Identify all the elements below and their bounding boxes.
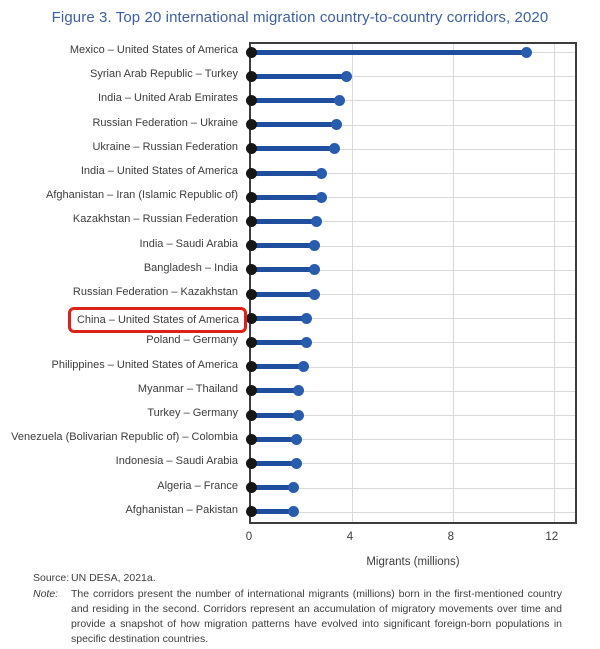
figure-footer [33, 571, 562, 647]
bar-origin-dot [246, 458, 257, 469]
chart-bar [251, 388, 299, 393]
chart-bar [251, 364, 304, 369]
chart-bar [251, 219, 317, 224]
chart-bar [251, 146, 334, 151]
bar-end-dot [316, 168, 327, 179]
category-label [0, 356, 244, 374]
bar-origin-dot [246, 71, 257, 82]
bar-end-dot [288, 506, 299, 517]
category-label-text: India – United Arab Emirates [97, 92, 238, 105]
chart-bar [251, 292, 314, 297]
category-label [0, 114, 244, 132]
category-label-text: Russian Federation – Ukraine [92, 116, 238, 129]
bar-end-dot [291, 458, 302, 469]
bar-origin-dot [246, 95, 257, 106]
category-label [0, 331, 244, 349]
bar-end-dot [301, 313, 312, 324]
category-label [0, 65, 244, 83]
bar-end-dot [298, 361, 309, 372]
bar-origin-dot [246, 264, 257, 275]
category-label-text: Myanmar – Thailand [137, 382, 238, 395]
category-label [0, 235, 244, 253]
chart-bar [251, 413, 299, 418]
note-text: The corridors present the number of international migrants (millions) born in the first-mentioned country and residing in the second. Corridors represent an accumulation of migratory movements over time and provide a snapshot of how migration patterns have evolved into significant foreign-born populations in specific destination countries. [71, 588, 562, 645]
note-row [33, 587, 562, 647]
highlight-box: China – United States of America [68, 307, 247, 333]
bar-origin-dot [246, 289, 257, 300]
chart-plot-area [249, 42, 577, 524]
category-label [0, 404, 244, 422]
bar-end-dot [316, 192, 327, 203]
chart-bar [251, 437, 296, 442]
bar-end-dot [311, 216, 322, 227]
chart-bar [251, 461, 296, 466]
bar-end-dot [521, 47, 532, 58]
category-label-text: Philippines – United States of America [51, 358, 238, 371]
bar-origin-dot [246, 385, 257, 396]
category-label-text: Ukraine – Russian Federation [92, 140, 238, 153]
chart-bar [251, 122, 337, 127]
source-row [33, 571, 562, 586]
bar-end-dot [293, 410, 304, 421]
x-axis-label: Migrants (millions) [366, 556, 460, 568]
bar-origin-dot [246, 216, 257, 227]
category-label [0, 41, 244, 59]
bar-origin-dot [246, 482, 257, 493]
x-tick-label: 0 [245, 531, 253, 543]
bar-end-dot [291, 434, 302, 445]
x-tick-label: 12 [545, 531, 559, 543]
bar-origin-dot [246, 168, 257, 179]
bar-origin-dot [246, 434, 257, 445]
bar-end-dot [309, 240, 320, 251]
note-label: Note: [33, 588, 59, 600]
category-label-text: Poland – Germany [146, 334, 238, 347]
bar-end-dot [341, 71, 352, 82]
category-label [0, 186, 244, 204]
category-label-text: Syrian Arab Republic – Turkey [90, 68, 238, 81]
bar-origin-dot [246, 337, 257, 348]
figure-title: Figure 3. Top 20 international migration country-to-country corridors, 2020 [51, 9, 549, 26]
chart-bar [251, 74, 347, 79]
bar-origin-dot [246, 313, 257, 324]
category-label-text: Kazakhstan – Russian Federation [72, 213, 238, 226]
bar-end-dot [288, 482, 299, 493]
chart-bar [251, 243, 314, 248]
category-label [0, 501, 244, 519]
bar-end-dot [293, 385, 304, 396]
category-label-text: Russian Federation – Kazakhstan [72, 286, 238, 298]
horizontal-gridline [251, 512, 575, 513]
category-label [0, 162, 244, 180]
source-label: Source: [33, 572, 70, 584]
category-label-text: Bangladesh – India [143, 261, 238, 274]
vertical-gridline [352, 44, 353, 522]
category-label-text: Algeria – France [157, 479, 238, 492]
bar-end-dot [334, 95, 345, 106]
category-label [0, 138, 244, 156]
category-label-text: Venezuela (Bolivarian Republic of) – Colombia [11, 431, 238, 444]
category-label-text: Indonesia – Saudi Arabia [115, 455, 238, 468]
bar-end-dot [331, 119, 342, 130]
chart-bar [251, 316, 307, 321]
bar-origin-dot [246, 410, 257, 421]
category-label-text: Turkey – Germany [147, 407, 238, 419]
category-label [0, 452, 244, 470]
category-label-text: Mexico – United States of America [69, 44, 238, 56]
x-tick-label: 4 [346, 531, 354, 543]
category-label [0, 89, 244, 107]
bar-origin-dot [246, 119, 257, 130]
source-text: UN DESA, 2021a. [71, 572, 156, 584]
x-tick-label: 8 [447, 531, 455, 543]
category-label [0, 210, 244, 228]
chart-bar [251, 171, 322, 176]
bar-origin-dot [246, 47, 257, 58]
category-label [0, 477, 244, 495]
bar-origin-dot [246, 192, 257, 203]
bar-end-dot [329, 143, 340, 154]
bar-origin-dot [246, 240, 257, 251]
category-label-text: India – Saudi Arabia [139, 237, 238, 250]
chart-bar [251, 50, 526, 55]
chart-bar [251, 195, 322, 200]
bar-end-dot [301, 337, 312, 348]
vertical-gridline [453, 44, 454, 522]
category-label-text: Afghanistan – Pakistan [125, 503, 238, 516]
chart-bar [251, 98, 339, 103]
category-label [0, 307, 244, 333]
category-label [0, 380, 244, 398]
category-label-text: Afghanistan – Iran (Islamic Republic of) [46, 189, 238, 202]
bar-end-dot [309, 289, 320, 300]
category-label [0, 259, 244, 277]
bar-end-dot [309, 264, 320, 275]
horizontal-gridline [251, 488, 575, 489]
bar-origin-dot [246, 143, 257, 154]
category-label-text: India – United States of America [80, 165, 238, 177]
bar-origin-dot [246, 506, 257, 517]
chart-bar [251, 340, 307, 345]
vertical-gridline [554, 44, 555, 522]
bar-origin-dot [246, 361, 257, 372]
category-label [0, 428, 244, 446]
chart-bar [251, 267, 314, 272]
category-label [0, 283, 244, 301]
